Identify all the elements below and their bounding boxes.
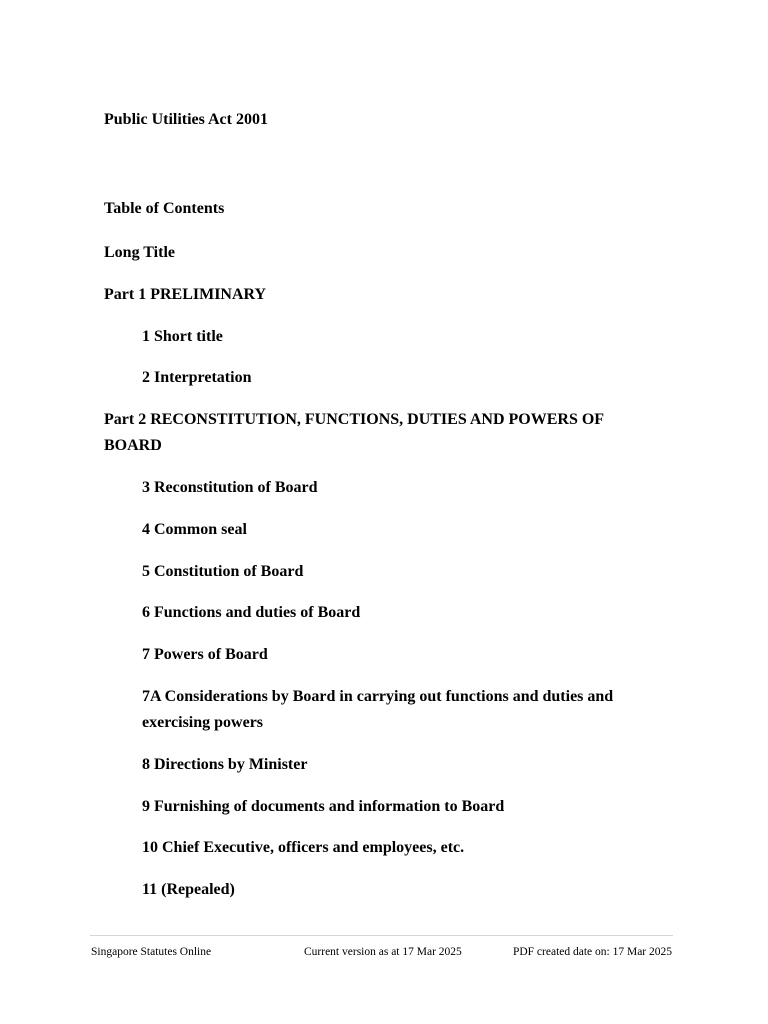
footer-source: Singapore Statutes Online xyxy=(91,946,212,958)
toc-entry-part-1[interactable]: Part 1 PRELIMINARY xyxy=(104,285,267,303)
table-of-contents xyxy=(104,240,644,919)
page-footer xyxy=(90,944,673,960)
toc-entry-section-1[interactable]: 1 Short title xyxy=(142,327,223,345)
toc-entry-section-2[interactable]: 2 Interpretation xyxy=(142,369,252,387)
toc-entry-section-9[interactable]: 9 Furnishing of documents and information to Board xyxy=(142,797,505,815)
footer-pdf-created-date: PDF created date on: 17 Mar 2025 xyxy=(512,946,672,958)
document-title: Public Utilities Act 2001 xyxy=(104,111,268,128)
toc-entry-section-3[interactable]: 3 Reconstitution of Board xyxy=(142,478,318,496)
toc-entry-section-6[interactable]: 6 Functions and duties of Board xyxy=(142,604,361,622)
toc-entry-section-5[interactable]: 5 Constitution of Board xyxy=(142,562,304,580)
toc-entry-long-title[interactable]: Long Title xyxy=(104,244,175,261)
toc-entry-section-7[interactable]: 7 Powers of Board xyxy=(142,646,268,664)
toc-entry-part-2[interactable]: Part 2 RECONSTITUTION, FUNCTIONS, DUTIES AND POWERS OF BOARD xyxy=(104,411,604,455)
toc-entry-section-8[interactable]: 8 Directions by Minister xyxy=(142,755,308,773)
toc-entry-section-10[interactable]: 10 Chief Executive, officers and employees, etc. xyxy=(142,839,465,857)
toc-heading: Table of Contents xyxy=(104,200,225,217)
toc-entry-section-11[interactable]: 11 (Repealed) xyxy=(142,881,235,899)
toc-entry-section-7a[interactable]: 7A Considerations by Board in carrying out functions and duties and exercising powers xyxy=(142,687,614,731)
toc-entry-section-4[interactable]: 4 Common seal xyxy=(142,520,247,538)
footer-current-version: Current version as at 17 Mar 2025 xyxy=(304,946,462,958)
footer-divider xyxy=(90,935,673,936)
